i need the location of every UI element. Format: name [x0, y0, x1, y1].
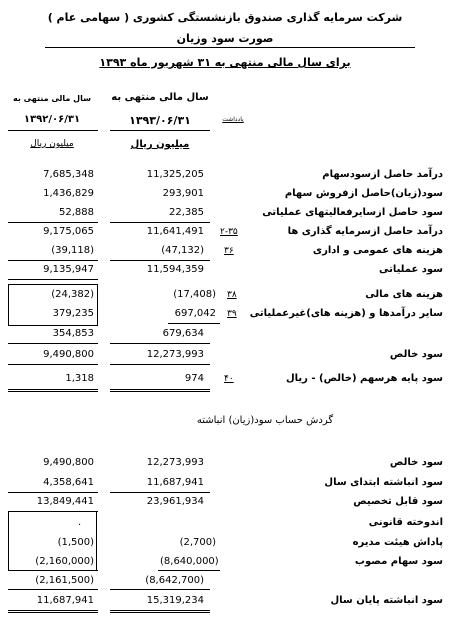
bracket-right: [96, 512, 97, 570]
current-mid-value: 697,042: [174, 308, 216, 319]
prior-value: (1,500): [57, 537, 94, 548]
current-mid-value: (17,408): [173, 289, 216, 300]
subtotal-rule: [110, 589, 210, 590]
title-underline: [45, 47, 415, 48]
prior-value: 9,490,800: [43, 349, 94, 360]
prior-value: 1,436,829: [43, 188, 94, 199]
current-value: (47,132): [161, 245, 204, 256]
current-value: 15,319,234: [146, 595, 204, 606]
prior-col-unit: میلیون ریال: [30, 139, 74, 149]
prior-value: 1,318: [65, 373, 94, 384]
current-value: 974: [184, 373, 204, 384]
current-value: (8,642,700): [145, 575, 204, 586]
prior-value: (39,118): [51, 245, 94, 256]
prior-value: 354,853: [52, 328, 94, 339]
subtotal-rule: [8, 279, 98, 280]
subtotal-rule: [110, 492, 210, 493]
row-label: سود انباشته ابتدای سال: [324, 477, 443, 488]
row-label: هزینه های مالی: [365, 289, 443, 300]
prior-value: 9,490,800: [43, 457, 94, 468]
row-label: سود خالص: [389, 457, 443, 468]
prior-col-title: سال مالی منتهی به: [13, 94, 91, 103]
double-rule: [8, 610, 98, 611]
current-value: 23,961,934: [146, 496, 204, 507]
subtotal-rule: [8, 343, 98, 344]
current-col-date: ۱۳۹۳/۰۶/۳۱: [129, 114, 191, 127]
double-rule: [110, 391, 210, 392]
current-value: 11,687,941: [146, 477, 204, 488]
row-label: سود سهام مصوب: [354, 556, 443, 567]
current-value: 12,273,993: [146, 457, 204, 468]
prior-value: 7,685,348: [43, 169, 94, 180]
subtotal-rule: [8, 570, 98, 571]
row-label: پاداش هیئت مدیره: [352, 537, 443, 548]
note-ref: ۲-۳۵: [220, 227, 238, 237]
current-col-unit: میلیون ریال: [130, 139, 190, 150]
double-rule: [8, 612, 98, 613]
retained-section-title: گردش حساب سود(زیان) انباشته: [196, 415, 334, 426]
current-col-title: سال مالی منتهی به: [111, 92, 209, 103]
prior-value: 52,888: [59, 207, 94, 218]
company-title: شرکت سرمایه گذاری صندوق بازنشستگی کشوری ( سهامی عام ): [47, 11, 403, 24]
double-rule: [8, 391, 98, 392]
prior-value: 379,235: [52, 308, 94, 319]
note-ref: ۳۸: [227, 290, 237, 300]
prior-value: 4,358,641: [43, 477, 94, 488]
current-value: 11,325,205: [146, 169, 204, 180]
row-label: سود پایه هرسهم (خالص) - ریال: [286, 373, 443, 384]
subtotal-rule: [8, 492, 98, 493]
current-header-rule: [110, 130, 210, 131]
double-rule: [110, 389, 210, 390]
current-mid-value: (8,640,000): [160, 556, 219, 567]
period-title: برای سال مالی منتهی به ۳۱ شهریور ماه ۱۳۹۳: [99, 56, 351, 69]
current-value: 12,273,993: [146, 349, 204, 360]
subtotal-rule: [8, 222, 98, 223]
row-label: سود انباشته پایان سال: [330, 595, 443, 606]
prior-value: 11,687,941: [36, 595, 94, 606]
current-value: 293,901: [162, 188, 204, 199]
total-rule: [110, 364, 210, 365]
subtotal-rule: [168, 323, 220, 324]
current-value: 679,634: [162, 328, 204, 339]
total-rule: [8, 364, 98, 365]
prior-value: 13,849,441: [36, 496, 94, 507]
prior-value: 9,135,947: [43, 264, 94, 275]
subtotal-rule: [8, 589, 98, 590]
row-label: سود(زیان)حاصل ازفروش سهام: [284, 188, 443, 199]
row-label: سود خالص: [389, 349, 443, 360]
row-label: سایر درآمدها و (هزینه های)غیرعملیاتی: [249, 308, 443, 319]
row-label: سود حاصل ازسایرفعالیتهای عملیاتی: [262, 207, 443, 218]
prior-value: (2,160,000): [35, 556, 94, 567]
subtotal-rule: [8, 260, 98, 261]
prior-header-rule: [8, 130, 98, 131]
subtotal-rule: [158, 570, 220, 571]
note-ref: ۳۶: [224, 246, 234, 256]
double-rule: [110, 610, 210, 611]
row-label: هزینه های عمومی و اداری: [312, 245, 443, 256]
current-value: 22,385: [169, 207, 204, 218]
current-value: 11,594,359: [146, 264, 204, 275]
current-mid-value: (2,700): [179, 537, 216, 548]
prior-col-date: ۱۳۹۲/۰۶/۳۱: [23, 114, 81, 125]
double-rule: [8, 389, 98, 390]
legal-reserve-dot: .: [78, 517, 82, 528]
subtotal-rule: [8, 511, 98, 512]
subtotal-rule: [110, 260, 210, 261]
row-label: سود عملیاتی: [378, 264, 443, 275]
row-label: اندوخته قانونی: [368, 517, 443, 528]
statement-title: صورت سود وزیان: [176, 32, 274, 45]
prior-value: (24,382): [51, 289, 94, 300]
prior-value: 9,175,065: [43, 226, 94, 237]
row-label: درآمد حاصل ازسودسهام: [322, 169, 443, 180]
note-col-header: یادداشت: [222, 116, 244, 123]
prior-value: (2,161,500): [35, 575, 94, 586]
note-ref: ۴۰: [224, 374, 234, 384]
row-label: سود قابل تخصیص: [353, 496, 443, 507]
current-value: 11,641,491: [146, 226, 204, 237]
subtotal-rule: [110, 343, 210, 344]
row-label: درآمد حاصل ازسرمایه گذاری ها: [287, 226, 443, 237]
subtotal-rule: [110, 222, 210, 223]
double-rule: [110, 612, 210, 613]
note-ref: ۳۹: [227, 309, 237, 319]
